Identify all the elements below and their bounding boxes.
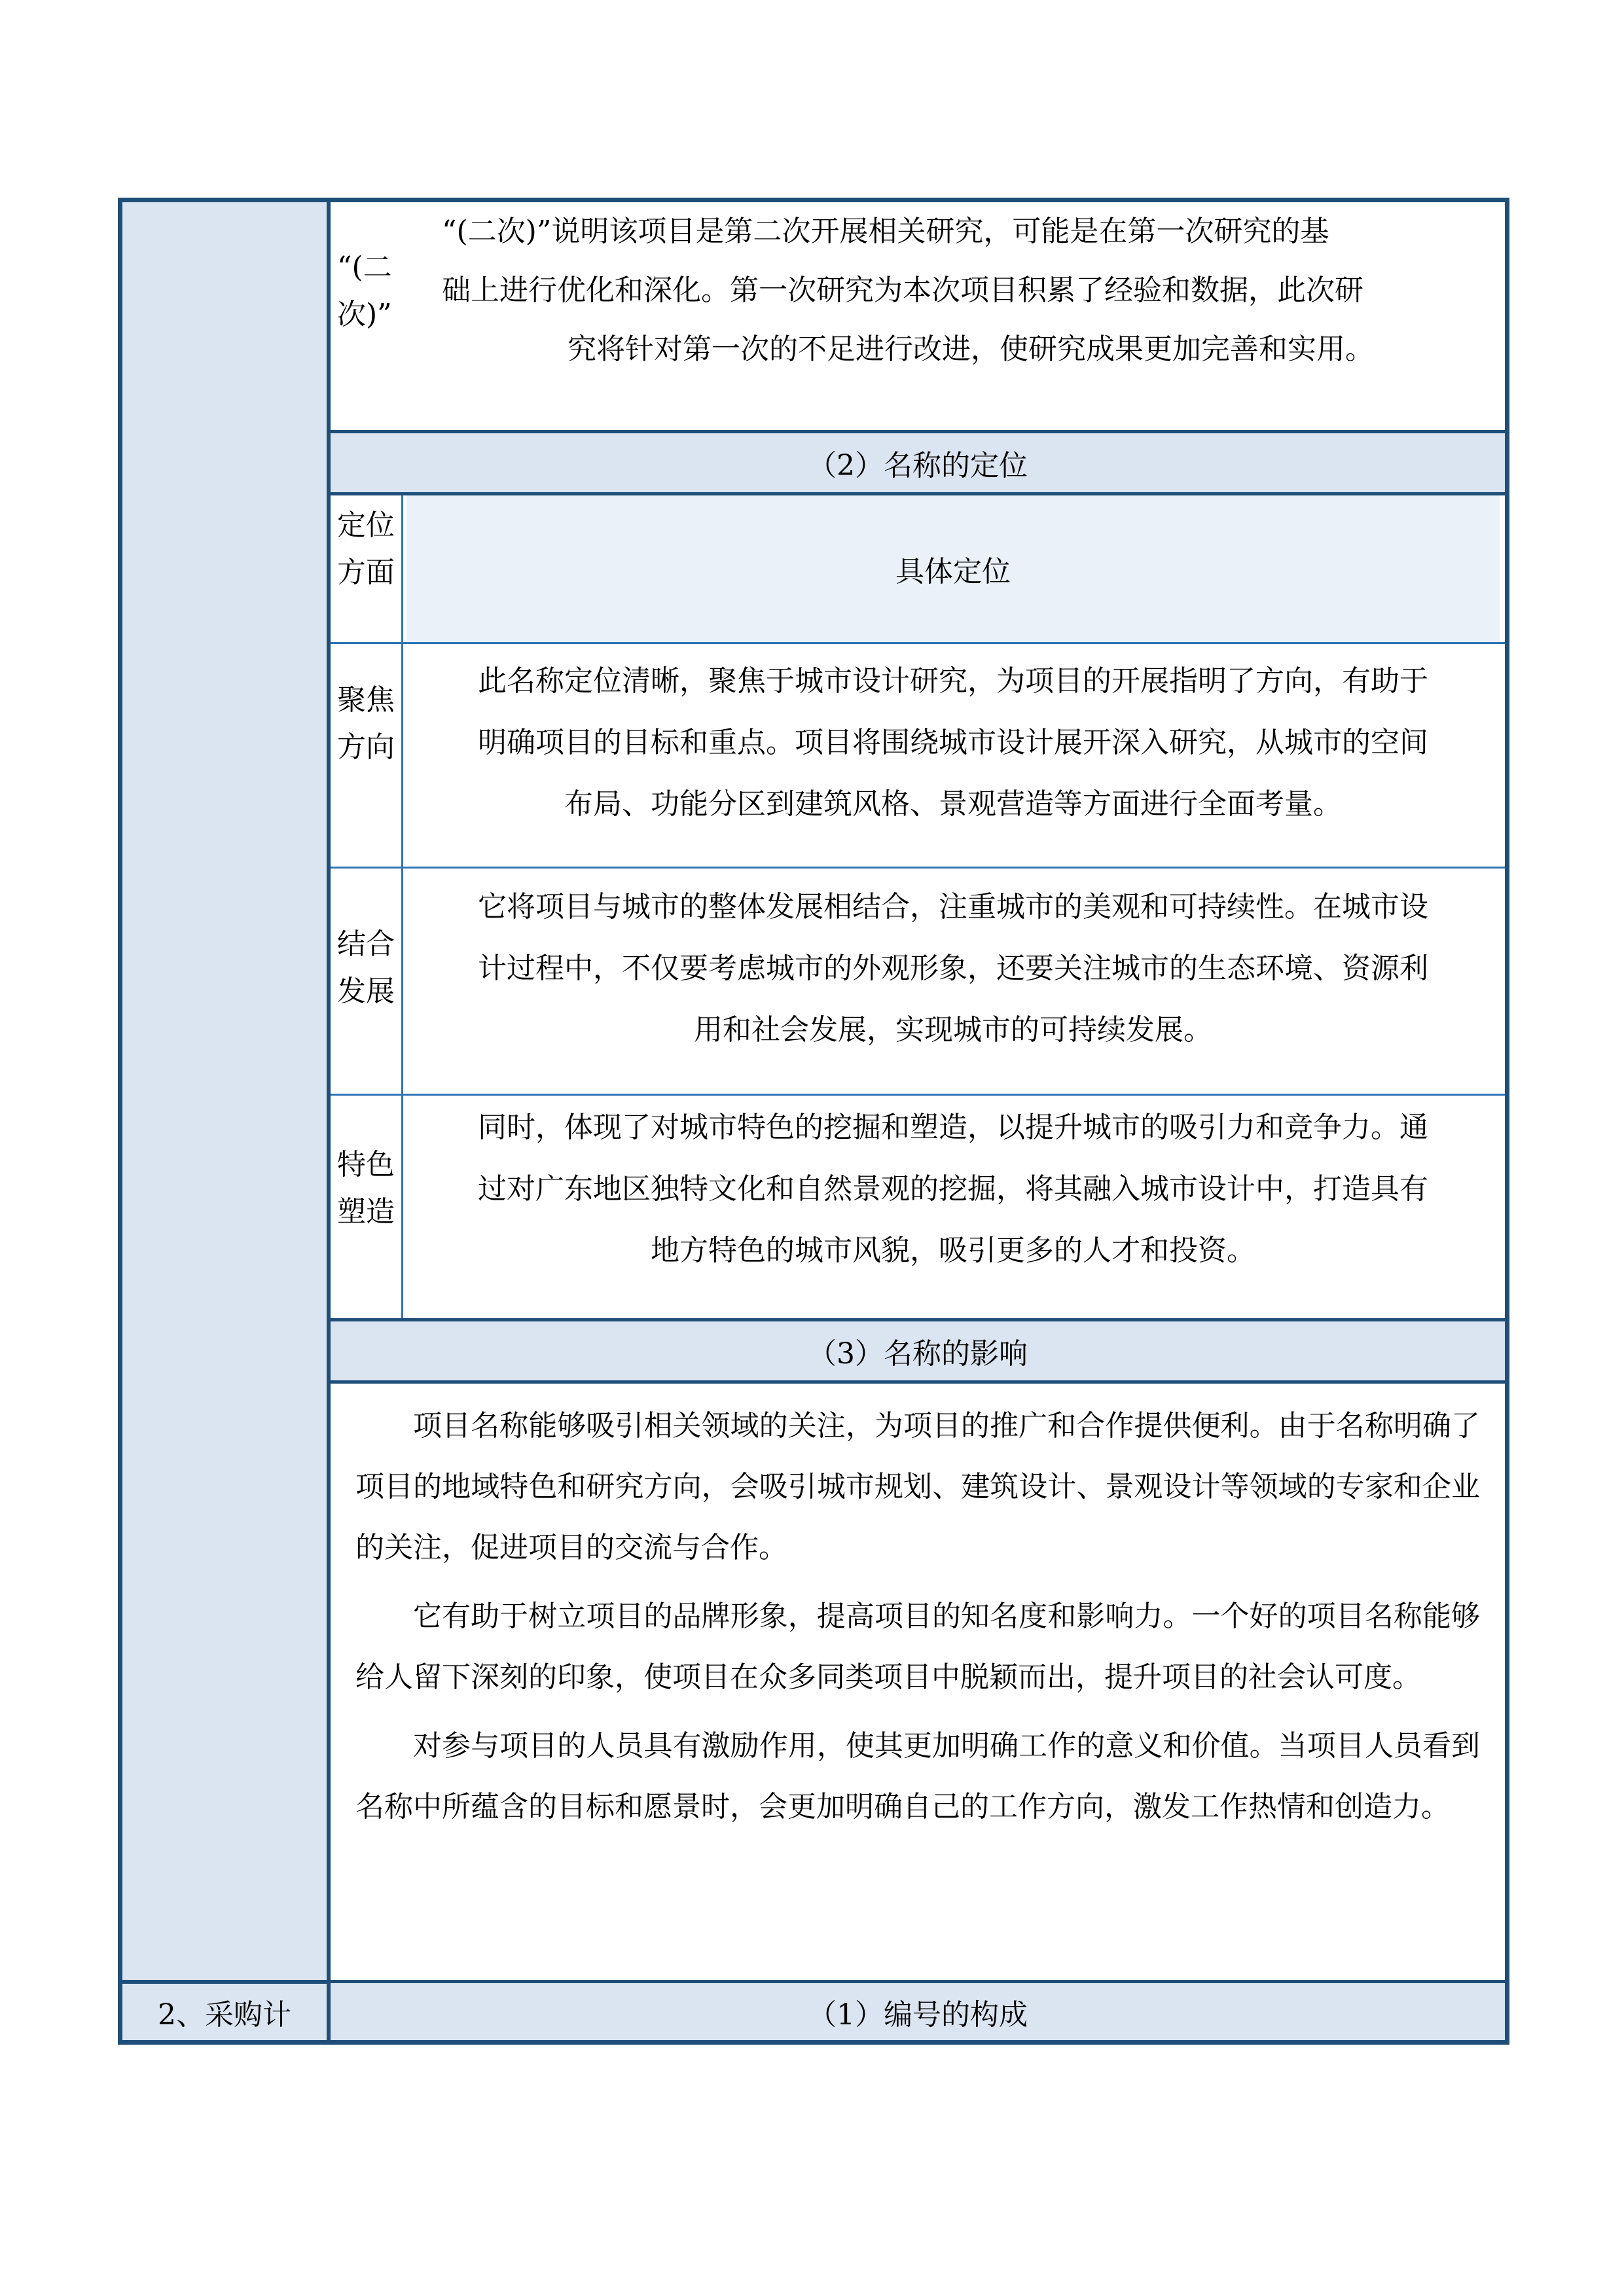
left-category-column	[122, 202, 331, 2040]
impact-body	[331, 1384, 1505, 1977]
section-heading-numbering: （1）编号的构成	[331, 1983, 1505, 2040]
impact-paragraph: 项目名称能够吸引相关领域的关注，为项目的推广和合作提供便利。由于名称明确了项目的地域特色和研究方向，会吸引城市规划、建筑设计、景观设计等领域的专家和企业的关注，促进项目的交流与合作。	[355, 1409, 1480, 1564]
left-category-label: 2、采购计	[158, 1998, 291, 2032]
combined-development-label: 结合 发展	[337, 927, 395, 1008]
document-table	[118, 198, 1509, 2045]
section-heading-positioning: （2）名称的定位	[331, 433, 1505, 492]
section-heading-impact: （3）名称的影响	[331, 1321, 1505, 1380]
second-study-row	[331, 202, 1505, 430]
impact-paragraph: 它有助于树立项目的品牌形象，提高项目的知名度和影响力。一个好的项目名称能够给人留下深刻的印象，使项目在众多同类项目中脱颖而出，提升项目的社会认可度。	[355, 1600, 1480, 1694]
subtable-vertical-divider	[401, 495, 403, 1318]
focus-direction-label: 聚焦 方向	[337, 683, 395, 764]
character-shaping-text: 同时，体现了对城市特色的挖掘和塑造，以提升城市的吸引力和竞争力。通 过对广东地区独特文化和自然景观的挖掘，将其融入城市设计中，打造具有 地方特色的城市风貌，吸引更多的人才和投资。	[478, 1111, 1428, 1267]
focus-direction-text: 此名称定位清晰，聚焦于城市设计研究，为项目的开展指明了方向，有助于 明确项目的目标和重点。项目将围绕城市设计展开深入研究，从城市的空间 布局、功能分区到建筑风格、景观营造等方面进行全面考量。	[478, 664, 1428, 821]
positioning-row-focus	[331, 644, 1505, 867]
positioning-row-character	[331, 1096, 1505, 1318]
specific-positioning-header: 具体定位	[406, 495, 1500, 642]
second-study-label: “(二 次)”	[337, 251, 392, 331]
positioning-aspect-header: 定位 方面	[337, 509, 395, 589]
impact-paragraph: 对参与项目的人员具有激励作用，使其更加明确工作的意义和价值。当项目人员看到名称中所蕴含的目标和愿景时，会更加明确自己的工作方向，激发工作热情和创造力。	[355, 1729, 1480, 1823]
character-shaping-label: 特色 塑造	[337, 1148, 395, 1229]
second-study-body: “(二次)”说明该项目是第二次开展相关研究，可能是在第一次研究的基 础上进行优化和深化。第一次研究为本次项目积累了经验和数据，此次研 究将针对第一次的不足进行改进，使研究成果更加完善和实用。	[442, 215, 1374, 366]
positioning-row-development	[331, 869, 1505, 1094]
combined-development-text: 它将项目与城市的整体发展相结合，注重城市的美观和可持续性。在城市设 计过程中，不仅要考虑城市的外观形象，还要关注城市的生态环境、资源利 用和社会发展，实现城市的可持续发展。	[478, 890, 1428, 1047]
positioning-column-header	[331, 495, 1505, 642]
content-column	[331, 202, 1505, 2040]
